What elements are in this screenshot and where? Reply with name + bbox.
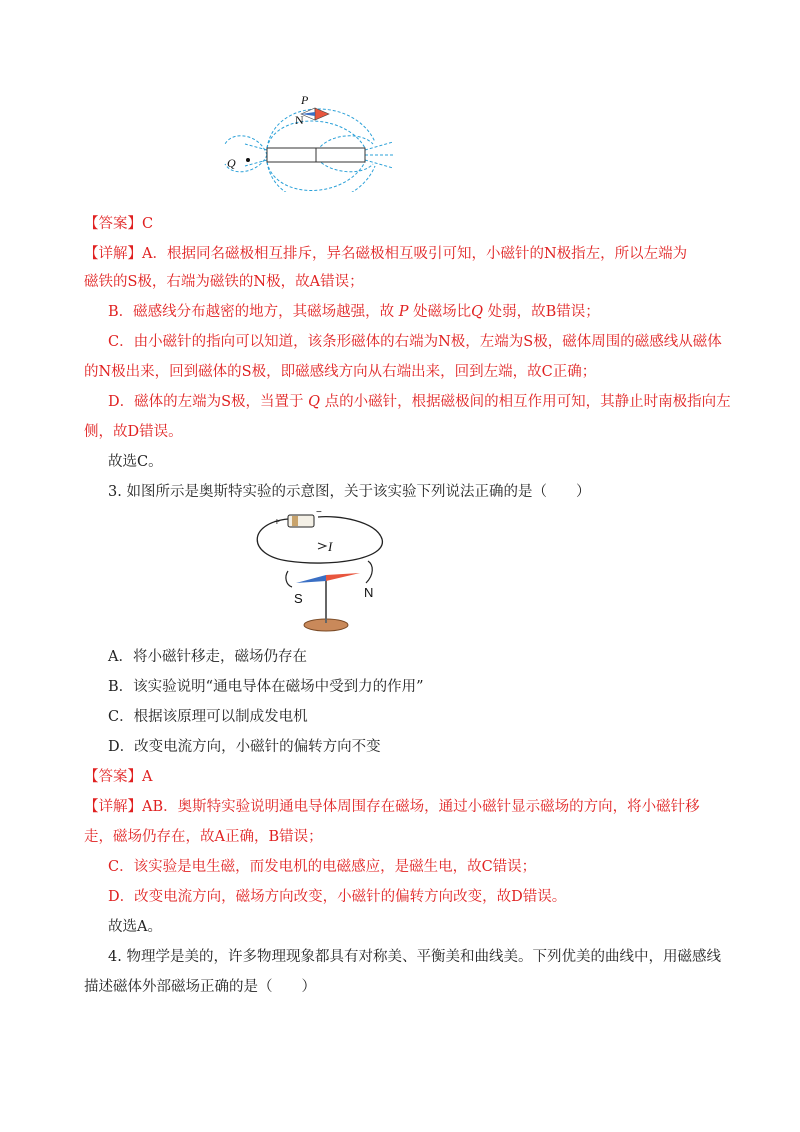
label-q: Q (227, 156, 236, 170)
q3-detail-line-4: D．改变电流方向，磁场方向改变，小磁针的偏转方向改变，故D错误。 (108, 889, 567, 905)
answer-value: C (142, 216, 154, 232)
q3-option-c: C．根据该原理可以制成发电机 (108, 709, 308, 725)
q2-detail-line-4: C．由小磁针的指向可以知道，该条形磁体的右端为N极，左端为S极，磁体周围的磁感线从磁体 (108, 334, 722, 350)
battery-minus: − (316, 507, 322, 518)
q2-detail-line-6: D．磁体的左端为S极，当置于 Q 点的小磁针，根据磁极间的相互作用可知，其静止时南极指向左 (108, 394, 731, 410)
bar-magnet-figure (215, 92, 400, 192)
q3-detail-line-1: 【详解】AB．奥斯特实验说明通电导体周围存在磁场，通过小磁针显示磁场的方向，将小磁针移 (84, 799, 700, 815)
detail-label: 【详解】 (84, 246, 142, 262)
q2-detail-line-7: 侧，故D错误。 (84, 424, 183, 440)
q3-detail-line-3: C．该实验是电生磁，而发电机的电磁感应，是磁生电，故C错误； (108, 859, 537, 875)
needle-n-label: N (364, 585, 374, 600)
q3-option-a: A．将小磁针移走，磁场仍存在 (108, 649, 307, 665)
q3-option-d: D．改变电流方向，小磁针的偏转方向不变 (108, 739, 381, 755)
q2-choose: 故选C。 (108, 454, 163, 470)
q4-stem-line-1: 4. 物理学是美的，许多物理现象都具有对称美、平衡美和曲线美。下列优美的曲线中，用磁感线 (108, 949, 721, 965)
q2-detail-line-2: 磁铁的S极，右端为磁铁的N极，故A错误； (84, 274, 364, 290)
label-n: N (295, 113, 304, 127)
label-p: P (301, 93, 309, 107)
q3-choose: 故选A。 (108, 919, 162, 935)
q3-answer: 【答案】A (84, 769, 153, 785)
q2-detail-line-5: 的N极出来，回到磁体的S极，即磁感线方向从右端出来，回到左端，故C正确； (84, 364, 597, 380)
q2-detail-line-3: B．磁感线分布越密的地方，其磁场越强，故 P 处磁场比Q 处弱，故B错误； (108, 304, 600, 320)
q2-answer (84, 212, 710, 236)
current-label: I (328, 539, 333, 554)
battery-plus: + (274, 517, 280, 528)
q2-detail-line-1: 【详解】A．根据同名磁极相互排斥，异名磁极相互吸引可知，小磁针的N极指左，所以左端为 (84, 246, 688, 262)
q3-option-b: B．该实验说明“通电导体在磁场中受到力的作用” (108, 679, 424, 695)
oersted-figure (248, 505, 390, 635)
q4-stem-line-2: 描述磁体外部磁场正确的是（ ） (84, 979, 316, 995)
needle-s-label: S (294, 591, 303, 606)
q3-stem: 3. 如图所示是奥斯特实验的示意图，关于该实验下列说法正确的是（ ） (108, 484, 591, 500)
q3-detail-line-2: 走，磁场仍存在，故A正确，B错误； (84, 829, 323, 845)
answer-label: 【答案】 (84, 216, 142, 232)
